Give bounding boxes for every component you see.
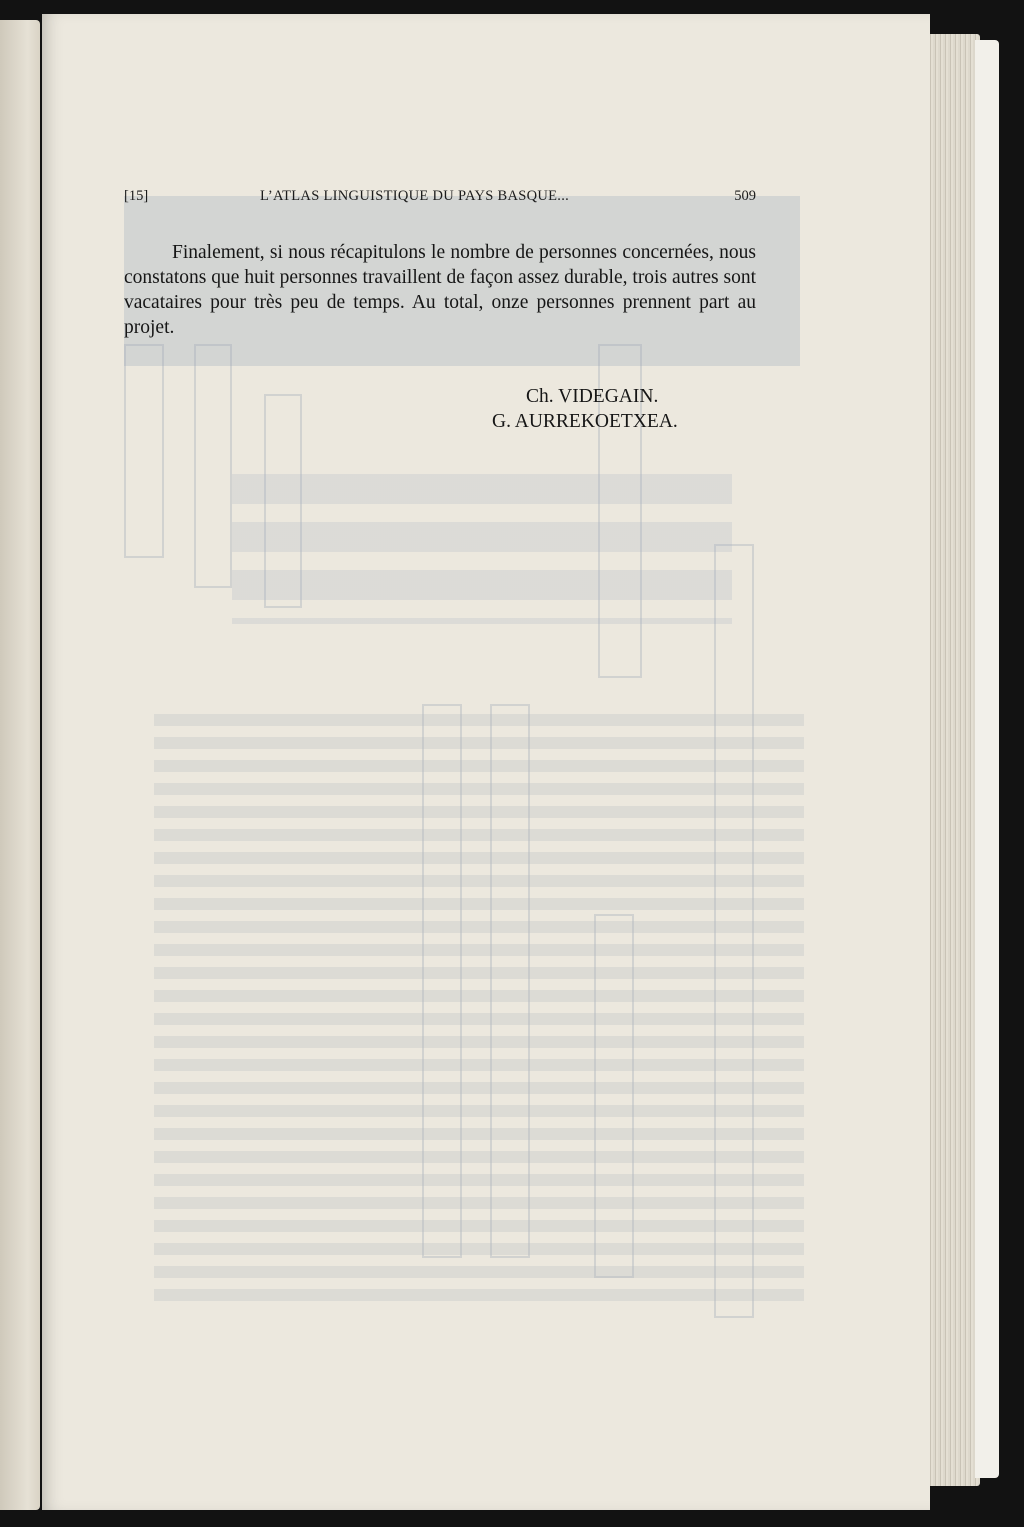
bleed-frame xyxy=(490,704,530,1258)
running-title: L’ATLAS LINGUISTIQUE DU PAYS BASQUE... xyxy=(260,188,570,204)
back-cover-edge xyxy=(975,40,999,1478)
bleed-frame xyxy=(714,544,754,1318)
bleed-title-block xyxy=(232,474,732,624)
signature-author-2: G. AURREKOETXEA. xyxy=(492,411,678,432)
book-page xyxy=(42,14,930,1510)
page-stack-edge xyxy=(928,34,980,1486)
page-number: 509 xyxy=(734,188,756,204)
signature-author-1: Ch. VIDEGAIN. xyxy=(526,386,659,407)
body-paragraph: Finalement, si nous récapitulons le nombre de personnes concernées, nous constatons que huit personnes travaillent de façon assez durable, trois autres sont vacataires pour très peu de temps. Au total, onze personnes prennent part au projet. xyxy=(124,242,756,338)
bleed-frame xyxy=(594,914,634,1278)
bleed-frame xyxy=(264,394,302,608)
running-head xyxy=(124,188,756,210)
bleed-through-layer xyxy=(42,14,930,1510)
bleed-text-block xyxy=(154,714,804,1304)
page-reference: [15] xyxy=(124,188,149,204)
signature-block xyxy=(492,384,752,434)
left-page-edge xyxy=(0,20,40,1510)
bleed-frame xyxy=(124,344,164,558)
bleed-frame xyxy=(194,344,232,588)
bleed-frame xyxy=(422,704,462,1258)
